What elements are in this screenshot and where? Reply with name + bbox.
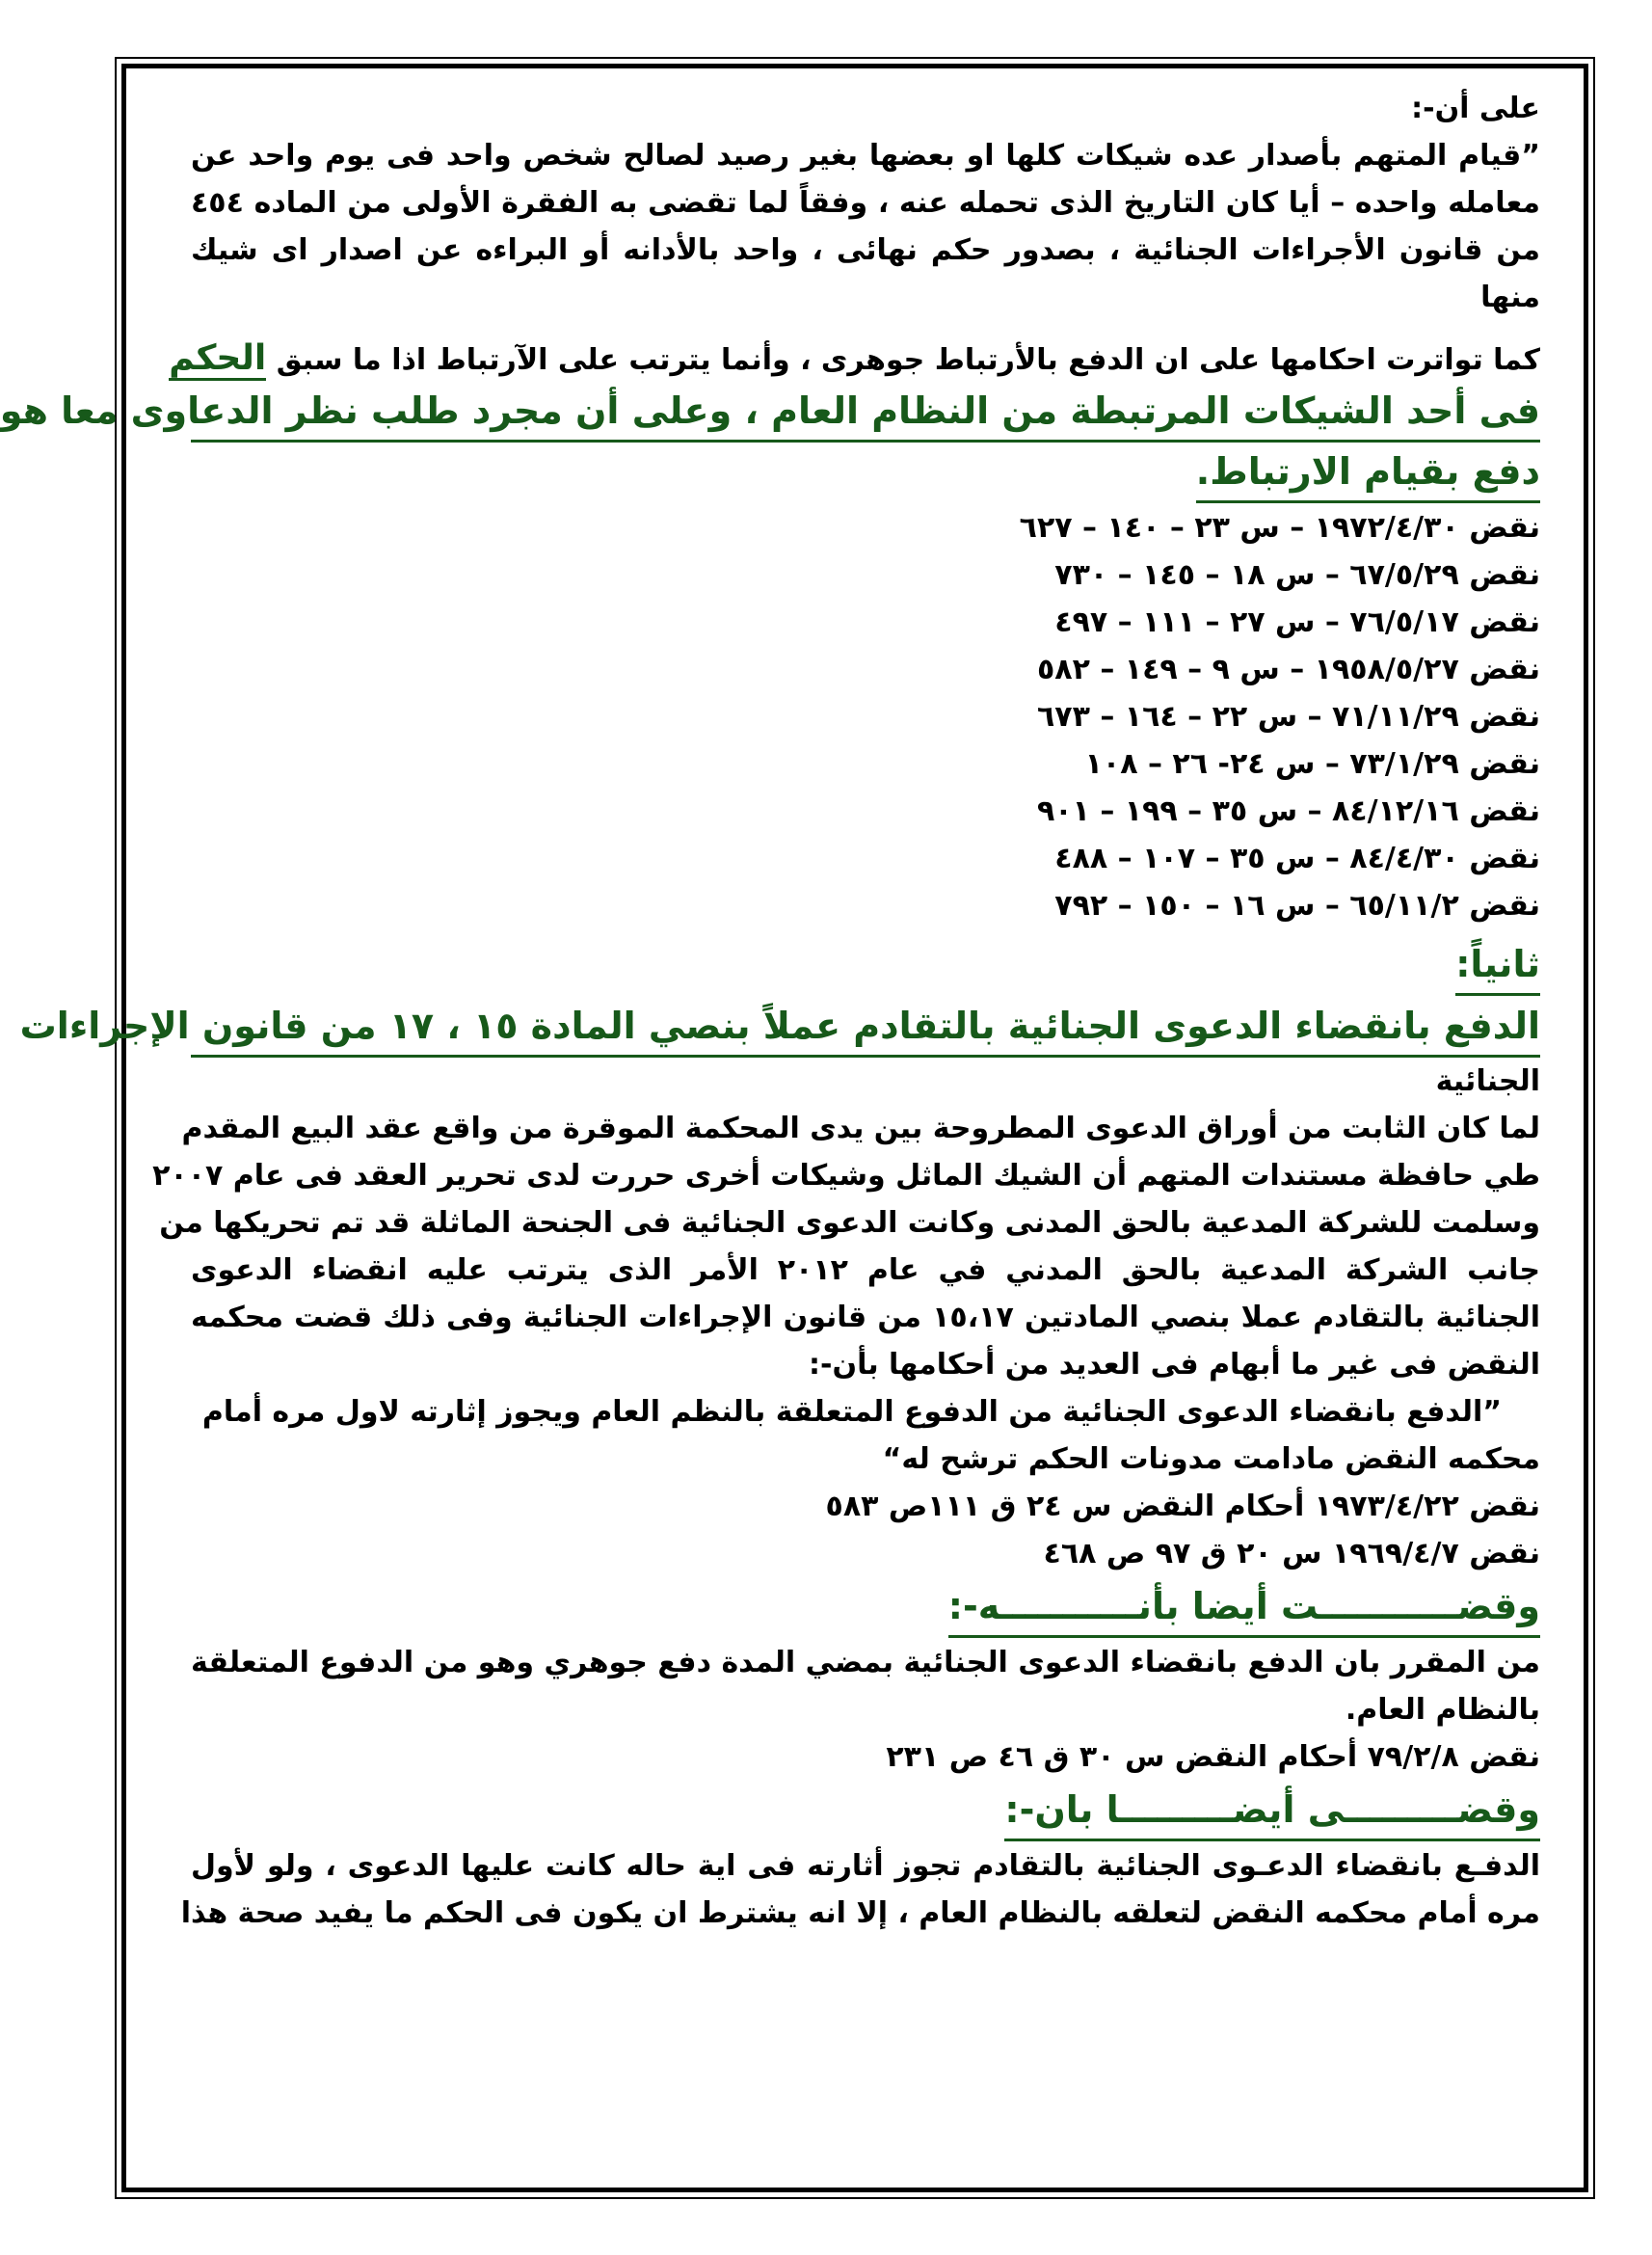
court-quote-line-1: ”الدفع بانقضاء الدعوى الجنائية من الدفوع المتعلقة بالنظم العام ويجوز إثارته لاول مره أمام [201, 1395, 1502, 1429]
heading-connection-plea: دفع بقيام الارتباط. [1196, 443, 1540, 503]
section-title-prescription: الدفع بانقضاء الدعوى الجنائية بالتقادم عملاً بنصي المادة ١٥ ، ١٧ من قانون الإجراءات [191, 997, 1540, 1058]
paragraph-line-3: وسلمت للشركة المدعية بالحق المدنى وكانت الدعوى الجنائية فى الجنحة الماثلة قد تم تحريكها من [159, 1206, 1540, 1240]
section-number-second: ثانياً: [1455, 935, 1540, 996]
paragraph-line-6: النقض فى غير ما أبهام فى العديد من أحكامها بأن-: [809, 1348, 1540, 1382]
court-quote-line-2: محكمه النقض مادامت مدونات الحكم ترشح له“ [882, 1442, 1540, 1476]
paragraph-line-4: جانب الشركة المدعية بالحق المدني في عام ٢٠١٢ الأمر الذى يترتب عليه انقضاء الدعوى [191, 1253, 1540, 1287]
section3-line-1: من المقرر بان الدفع بانقضاء الدعوى الجنائية بمضي المدة دفع جوهري وهو من الدفوع المتعلقة [191, 1646, 1540, 1679]
paragraph-line-1: لما كان الثابت من أوراق الدعوى المطروحة بين يدى المحكمة الموقرة من واقع عقد البيع المقدم [181, 1112, 1540, 1145]
citation-3: نقض ٧٦/٥/١٧ – س ٢٧ – ١١١ – ٤٩٧ [1054, 605, 1540, 639]
citation-7: نقض ٨٤/١٢/١٦ – س ٣٥ – ١٩٩ – ٩٠١ [1036, 794, 1540, 828]
citation-6: نقض ٧٣/١/٢٩ – س ٢٤- ٢٦ – ١٠٨ [1084, 747, 1540, 781]
citation-4: نقض ١٩٥٨/٥/٢٧ – س ٩ – ١٤٩ – ٥٨٢ [1036, 653, 1540, 686]
quote-line-4: منها [1480, 281, 1540, 314]
quote-line-3: من قانون الأجراءات الجنائية ، بصدور حكم نهائى ، واحد بالأدانه أو البراءه عن اصدار اى شيك [191, 233, 1540, 267]
section4-line-1: الدفـع بانقضاء الدعـوى الجنائية بالتقادم تجوز أثارته فى اية حاله كانت عليها الدعوى ، ولو لأول [191, 1849, 1540, 1883]
paragraph-line-2: طي حافظة مستندات المتهم أن الشيك الماثل وشيكات أخرى حررت لدى تحرير العقد فى عام ٢٠٠٧ [152, 1159, 1540, 1193]
section3-line-2: بالنظام العام. [1345, 1693, 1540, 1727]
connection-text: كما تواترت احكامها على ان الدفع بالأرتباط جوهرى ، وأنما يترتب على الآرتباط اذا ما سبق [276, 343, 1540, 377]
section3-citation: نقض ٧٩/٢/٨ أحكام النقض س ٣٠ ق ٤٦ ص ٢٣١ [886, 1740, 1540, 1774]
section2-citation-2: نقض ١٩٦٩/٤/٧ س ٢٠ ق ٩٧ ص ٤٦٨ [1043, 1537, 1540, 1570]
heading-public-order: فى أحد الشيكات المرتبطة من النظام العام ، وعلى أن مجرد طلب نظر الدعاوى معا هو [191, 382, 1540, 443]
citation-1: نقض ١٩٧٢/٤/٣٠ – س ٢٣ – ١٤٠ – ٦٢٧ [1019, 511, 1540, 545]
document-body [0, 85, 1540, 1937]
paragraph-line-5: الجنائية بالتقادم عملا بنصي المادتين ١٥،١٧ من قانون الإجراءات الجنائية وفى ذلك قضت محكمه [191, 1301, 1540, 1334]
connection-line [169, 335, 1540, 382]
citation-5: نقض ٧١/١١/٢٩ – س ٢٢ – ١٦٤ – ٦٧٣ [1036, 700, 1540, 734]
section4-heading: وقضـــــــــى أيضـــــــــا بان-: [1004, 1781, 1540, 1841]
section2-citation-1: نقض ١٩٧٣/٤/٢٢ أحكام النقض س ٢٤ ق ١١١ص ٥٨٣ [825, 1490, 1540, 1523]
highlight-word: الحكم [169, 338, 266, 381]
quote-line-1: ”قيام المتهم بأصدار عده شيكات كلها او بعضها بغير رصيد لصالح شخص واحد فى يوم واحد عن [191, 139, 1540, 173]
section-title-continuation: الجنائية [1435, 1064, 1540, 1098]
citation-9: نقض ٦٥/١١/٢ – س ١٦ – ١٥٠ – ٧٩٢ [1054, 889, 1540, 923]
intro-line: على أن-: [1411, 92, 1540, 125]
citation-2: نقض ٦٧/٥/٢٩ – س ١٨ – ١٤٥ – ٧٣٠ [1054, 558, 1540, 592]
section4-line-2: مره أمام محكمه النقض لتعلقه بالنظام العام ، إلا انه يشترط ان يكون فى الحكم ما يفيد صحة هذا [180, 1896, 1540, 1930]
citation-8: نقض ٨٤/٤/٣٠ – س ٣٥ – ١٠٧ – ٤٨٨ [1054, 842, 1540, 875]
quote-line-2: معامله واحده – أيا كان التاريخ الذى تحمله عنه ، وفقاً لما تقضى به الفقرة الأولى من الماده ٤٥٤ [191, 186, 1540, 220]
section3-heading: وقضـــــــــــت أيضا بأنـــــــــــه-: [948, 1577, 1540, 1638]
